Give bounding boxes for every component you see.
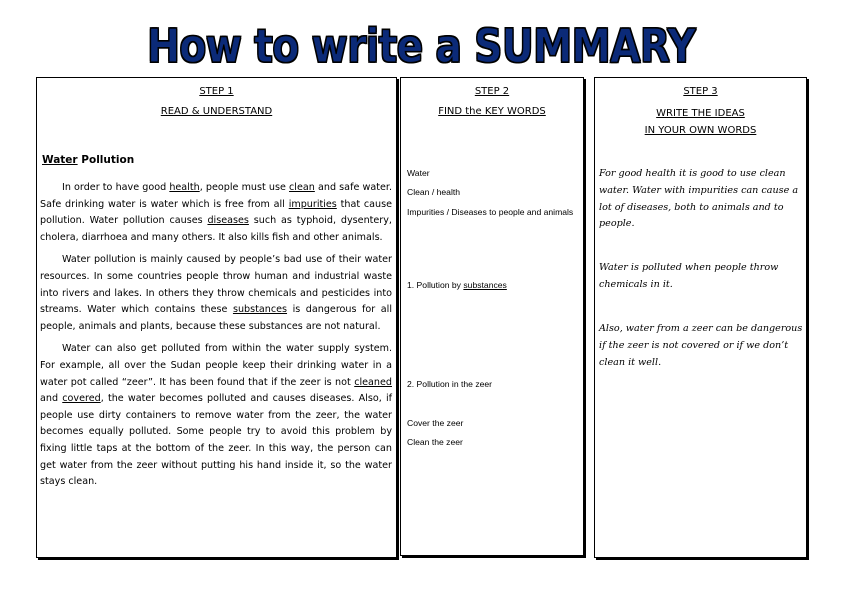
step3-heading-line2: IN YOUR OWN WORDS [644, 125, 757, 136]
article-body [40, 180, 392, 497]
article-title-rest: Pollution [77, 154, 135, 166]
idea-1: For good health it is good to use clean water. Water with impurities can cause a lot of diseases, both to animals and to people. [599, 168, 799, 230]
step2-panel [400, 77, 584, 556]
step2-label: STEP 2 [474, 86, 510, 97]
article-title-word: Water [42, 154, 78, 166]
step2-heading: FIND the KEY WORDS [438, 106, 546, 117]
step1-label: STEP 1 [199, 86, 234, 97]
keyword-pollution-word: substances [463, 280, 507, 290]
article-paragraph [40, 180, 392, 246]
step3-panel [594, 77, 807, 558]
step1-heading: READ & UNDERSTAND [160, 106, 273, 117]
keyword-underlined: covered [62, 393, 101, 405]
keyword-zeer-pollution: 2. Pollution in the zeer [407, 379, 493, 389]
keyword-impurities: Impurities / Diseases to people and animals [407, 207, 574, 217]
idea-2: Water is polluted when people throw chemicals in it. [599, 262, 779, 290]
article-text: that cause pollution. Water pollution causes [40, 198, 393, 227]
article-text: is dangerous for all people, animals and plants, because these substances are not natural. [40, 304, 392, 332]
keyword-clean-zeer: Clean the zeer [407, 437, 463, 447]
article-text: In order to have good [62, 182, 170, 193]
keyword-underlined: impurities [288, 198, 337, 210]
article-text: and safe water. Safe drinking water is water which is free from all [40, 182, 392, 210]
article-text: , the water becomes polluted and causes diseases. Also, if people use dirty containers to remove water from the zeer, the water becomes equally polluted. Some people try to avoid this problem by fixing little taps at the bottom of the zeer. In this way, the person can get water from the zeer without putting his hand inside it, so the water stays clean. [40, 393, 392, 488]
step3-heading-line1: WRITE THE IDEAS [656, 108, 745, 119]
article-text: and [40, 393, 63, 405]
article-title [42, 154, 134, 166]
article-paragraph [40, 341, 392, 490]
keyword-pollution-prefix: 1. Pollution by [407, 280, 464, 290]
article-paragraph [40, 252, 392, 335]
article-text: such as typhoid, dysentery, cholera, diarrhoea and many others. It also kills fish and other animals. [40, 215, 392, 243]
keyword-underlined: clean [289, 182, 315, 193]
keyword-pollution-substances [407, 278, 577, 292]
keyword-underlined: diseases [207, 215, 249, 227]
step3-label: STEP 3 [683, 86, 718, 97]
article-text: Water pollution is mainly caused by people’s bad use of their water resources. In some countries people throw human and industrial waste into rivers and lakes. In others they throw chemicals and pesticides into streams. Water which contains these [40, 254, 392, 316]
step3-heading [595, 105, 806, 139]
keyword-water: Water [407, 168, 430, 178]
page-title: How to write a SUMMARY [146, 19, 696, 73]
article-text: Water can also get polluted from within the water supply system. For example, all over the Sudan people keep their drinking water in a water pot called “zeer”. It has been found that if the zeer is not [40, 343, 392, 388]
keyword-underlined: cleaned [354, 376, 392, 388]
keyword-cover-zeer: Cover the zeer [407, 418, 464, 428]
step1-panel [36, 77, 397, 558]
keyword-underlined: substances [232, 304, 288, 316]
keyword-underlined: health [169, 182, 200, 193]
article-text: , people must use [199, 182, 290, 193]
keyword-clean-health: Clean / health [407, 187, 461, 197]
idea-3: Also, water from a zeer can be dangerous if the zeer is not covered or if we don’t clean it well. [599, 323, 803, 368]
